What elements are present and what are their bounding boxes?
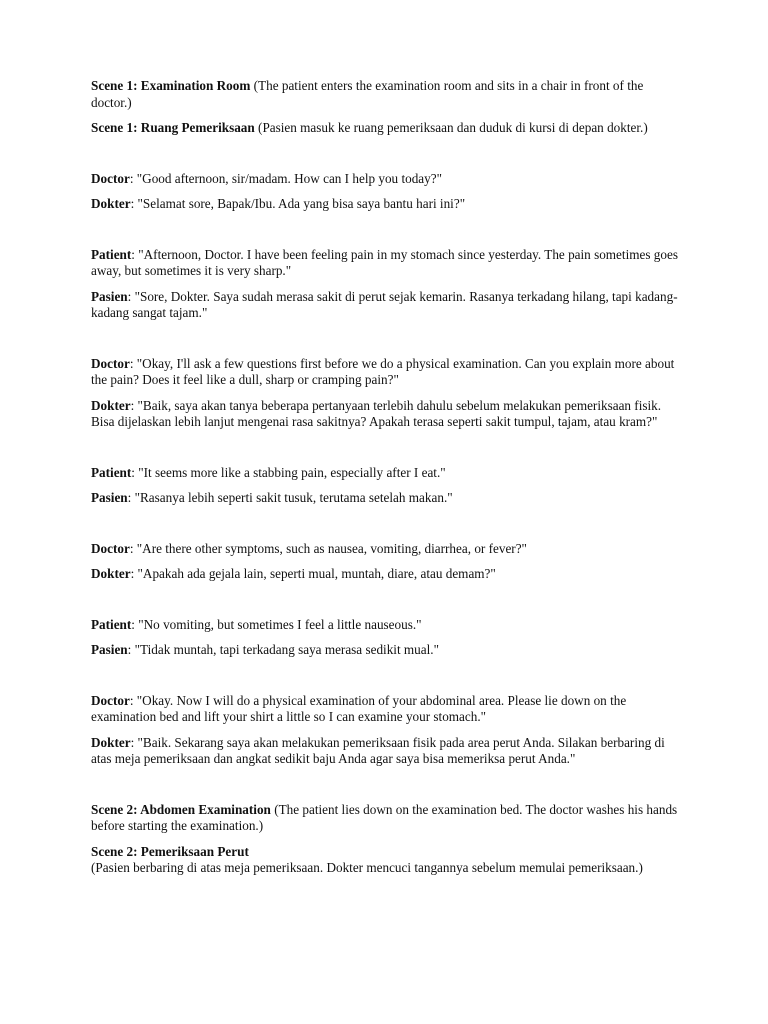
scene-heading — [91, 120, 683, 137]
scene-heading — [91, 844, 683, 877]
dialogue-text: "Apakah ada gejala lain, seperti mual, muntah, diare, atau demam?" — [137, 566, 496, 581]
paragraph-gap — [91, 331, 683, 356]
scene-label: Scene 1: Examination Room — [91, 78, 251, 93]
document-page — [91, 78, 683, 886]
speaker-label: Pasien — [91, 490, 128, 505]
dialogue-line: Dokter: "Baik. Sekarang saya akan melakukan pemeriksaan fisik pada area perut Anda. Silakan berbaring di atas meja pemeriksaan dan angkat sedikit baju Anda agar saya bisa memeriksa perut Anda." — [91, 734, 665, 766]
scene-label: Scene 2: Abdomen Examination — [91, 801, 271, 817]
dialogue-text: "Good afternoon, sir/madam. How can I help you today?" — [136, 170, 442, 186]
dialogue-line: Pasien: "Sore, Dokter. Saya sudah merasa sakit di perut sejak kemarin. Rasanya terkadang hilang, tapi kadang-kadang sangat tajam." — [91, 288, 678, 320]
dialogue-line: Doctor: "Good afternoon, sir/madam. How can I help you today?" — [91, 170, 442, 186]
paragraph-gap — [91, 440, 683, 465]
dialogue-line: Patient: "No vomiting, but sometimes I feel a little nauseous." — [91, 616, 422, 632]
scene-heading — [91, 802, 683, 835]
scene-description: (The patient enters the examination room and sits in a chair in front of the doctor.) — [91, 78, 644, 110]
speaker-label: Doctor — [91, 355, 130, 371]
scene-description: (The patient lies down on the examination bed. The doctor washes his hands before starting the examination.) — [91, 801, 678, 833]
dialogue-text: "Baik. Sekarang saya akan melakukan pemeriksaan fisik pada area perut Anda. Silakan berbaring di atas meja pemeriksaan dan angkat sedikit baju Anda agar saya bisa memeriksa perut Anda." — [91, 734, 665, 766]
dialogue-text: "Rasanya lebih seperti sakit tusuk, terutama setelah makan." — [134, 490, 453, 505]
speaker-label: Dokter — [91, 566, 131, 581]
dialogue-line: Patient: "It seems more like a stabbing pain, especially after I eat." — [91, 464, 446, 480]
paragraph-gap — [91, 516, 683, 541]
speaker-label: Pasien — [91, 642, 128, 657]
dialogue-text: "Baik, saya akan tanya beberapa pertanyaan terlebih dahulu sebelum melakukan pemeriksaan fisik. Bisa dijelaskan lebih lanjut mengenai rasa sakitnya? Apakah terasa seperti sakit tumpul, tajam, atau kram?" — [91, 397, 662, 429]
paragraph-gap — [91, 222, 683, 247]
dialogue-text: "Okay. Now I will do a physical examination of your abdominal area. Please lie down on the examination bed and lift your shirt a little so I can examine your stomach." — [91, 692, 627, 724]
paragraph-gap — [91, 146, 683, 171]
scene-label: Scene 2: Pemeriksaan Perut — [91, 843, 249, 859]
speaker-label: Dokter — [91, 397, 131, 413]
paragraph-gap — [91, 777, 683, 802]
scene-heading — [91, 78, 683, 111]
scene-description: (Pasien masuk ke ruang pemeriksaan dan duduk di kursi di depan dokter.) — [258, 120, 648, 135]
dialogue-text: "It seems more like a stabbing pain, especially after I eat." — [138, 464, 446, 480]
paragraph-gap — [91, 668, 683, 693]
dialogue-text: "Selamat sore, Bapak/Ibu. Ada yang bisa saya bantu hari ini?" — [137, 196, 466, 211]
speaker-label: Doctor — [91, 540, 130, 556]
dialogue-line: Dokter: "Apakah ada gejala lain, seperti mual, muntah, diare, atau demam?" — [91, 566, 496, 581]
dialogue-line: Doctor: "Are there other symptoms, such as nausea, vomiting, diarrhea, or fever?" — [91, 540, 527, 556]
dialogue-text: "Afternoon, Doctor. I have been feeling pain in my stomach since yesterday. The pain sometimes goes away, but sometimes it is very sharp." — [91, 246, 678, 278]
dialogue-line: Doctor: "Okay. Now I will do a physical examination of your abdominal area. Please lie down on the examination bed and lift your shirt a little so I can examine your stomach." — [91, 692, 627, 724]
dialogue-line: Dokter: "Baik, saya akan tanya beberapa pertanyaan terlebih dahulu sebelum melakukan pemeriksaan fisik. Bisa dijelaskan lebih lanjut mengenai rasa sakitnya? Apakah terasa seperti sakit tumpul, tajam, atau kram?" — [91, 397, 662, 429]
dialogue-line: Pasien: "Tidak muntah, tapi terkadang saya merasa sedikit mual." — [91, 642, 439, 657]
dialogue-text: "Sore, Dokter. Saya sudah merasa sakit di perut sejak kemarin. Rasanya terkadang hilang, tapi kadang-kadang sangat tajam." — [91, 288, 678, 320]
dialogue-text: "Tidak muntah, tapi terkadang saya merasa sedikit mual." — [134, 642, 439, 657]
dialogue-text: "Okay, I'll ask a few questions first before we do a physical examination. Can you explain more about the pain? Does it feel like a dull, sharp or cramping pain?" — [91, 355, 675, 387]
dialogue-line: Patient: "Afternoon, Doctor. I have been feeling pain in my stomach since yesterday. The pain sometimes goes away, but sometimes it is very sharp." — [91, 246, 678, 278]
dialogue-line: Dokter: "Selamat sore, Bapak/Ibu. Ada yang bisa saya bantu hari ini?" — [91, 196, 466, 211]
speaker-label: Doctor — [91, 170, 130, 186]
speaker-label: Doctor — [91, 692, 130, 708]
speaker-label: Dokter — [91, 734, 131, 750]
speaker-label: Patient — [91, 464, 132, 480]
scene-description: (Pasien berbaring di atas meja pemeriksaan. Dokter mencuci tangannya sebelum memulai pemeriksaan.) — [91, 860, 643, 875]
dialogue-line: Pasien: "Rasanya lebih seperti sakit tusuk, terutama setelah makan." — [91, 490, 453, 505]
speaker-label: Patient — [91, 246, 132, 262]
paragraph-gap — [91, 592, 683, 617]
dialogue-text: "Are there other symptoms, such as nausea, vomiting, diarrhea, or fever?" — [136, 540, 527, 556]
scene-label: Scene 1: Ruang Pemeriksaan — [91, 120, 255, 135]
speaker-label: Patient — [91, 616, 132, 632]
speaker-label: Pasien — [91, 288, 128, 304]
dialogue-line: Doctor: "Okay, I'll ask a few questions first before we do a physical examination. Can you explain more about the pain? Does it feel like a dull, sharp or cramping pain?" — [91, 355, 675, 387]
dialogue-text: "No vomiting, but sometimes I feel a little nauseous." — [138, 616, 422, 632]
speaker-label: Dokter — [91, 196, 131, 211]
